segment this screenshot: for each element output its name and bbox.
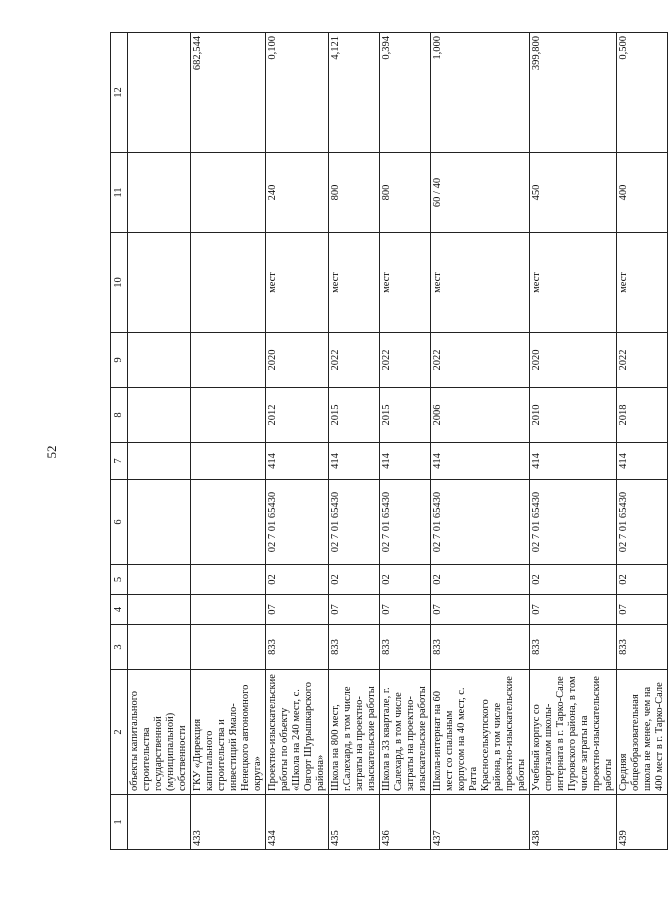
table-cell [191, 333, 266, 388]
table-cell: мест [431, 233, 530, 333]
table-cell: 02 [266, 565, 329, 595]
row-number: 435 [329, 795, 380, 850]
amount-cell: 0,500 [617, 33, 668, 153]
table-cell: 450 [530, 153, 617, 233]
table-cell: 07 [380, 595, 431, 625]
table-cell [128, 33, 191, 153]
column-header: 12 [111, 33, 128, 153]
table-cell: 2018 [617, 388, 668, 443]
table-cell: 02 [530, 565, 617, 595]
table-cell: 02 [380, 565, 431, 595]
row-number [128, 795, 191, 850]
table-cell: 414 [380, 443, 431, 480]
row-number: 438 [530, 795, 617, 850]
table-cell: 02 [431, 565, 530, 595]
table-cell [128, 480, 191, 565]
table-cell: мест [329, 233, 380, 333]
table-row [329, 33, 380, 850]
table-cell: 2022 [380, 333, 431, 388]
amount-cell: 399,800 [530, 33, 617, 153]
table-cell [128, 153, 191, 233]
amount-cell: 0,100 [266, 33, 329, 153]
table-row [617, 33, 668, 850]
table-row [191, 33, 266, 850]
table-cell: мест [617, 233, 668, 333]
table-cell: 414 [329, 443, 380, 480]
column-header: 9 [111, 333, 128, 388]
table-cell: 2022 [617, 333, 668, 388]
table-cell [191, 595, 266, 625]
table-cell [191, 153, 266, 233]
column-header: 4 [111, 595, 128, 625]
table-row [266, 33, 329, 850]
table-cell: 02 7 01 65430 [530, 480, 617, 565]
amount-cell: 4,121 [329, 33, 380, 153]
column-header: 1 [111, 795, 128, 850]
column-header: 3 [111, 625, 128, 670]
object-name: Проектно-изыскательские работы по объекту «Школа на 240 мест, с. Овгорт Шурышкарского района» [266, 670, 329, 795]
table-cell: 2015 [329, 388, 380, 443]
table-cell: 2020 [530, 333, 617, 388]
object-name: Школа-интернат на 60 мест со спальным корпусом на 40 мест, с. Ратта Красноселькупского района, в том числе проектно-изыскательские работы [431, 670, 530, 795]
table-cell: 2010 [530, 388, 617, 443]
table-row [530, 33, 617, 850]
table-cell: 240 [266, 153, 329, 233]
amount-cell: 682,544 [191, 33, 266, 153]
row-number: 433 [191, 795, 266, 850]
table-cell [128, 233, 191, 333]
table-cell: 414 [266, 443, 329, 480]
table-cell: 2022 [329, 333, 380, 388]
table-cell: 2006 [431, 388, 530, 443]
table-cell [128, 333, 191, 388]
table-cell [191, 233, 266, 333]
table-cell: 414 [431, 443, 530, 480]
column-number-row [111, 33, 128, 850]
table-cell: 833 [617, 625, 668, 670]
rotated-table-container [110, 33, 665, 850]
table-cell [191, 388, 266, 443]
table-cell [128, 565, 191, 595]
table-cell: 2012 [266, 388, 329, 443]
table-cell: 800 [329, 153, 380, 233]
table-cell: 414 [617, 443, 668, 480]
table-row [431, 33, 530, 850]
table-cell: 800 [380, 153, 431, 233]
column-header: 6 [111, 480, 128, 565]
page-number: 52 [44, 445, 59, 459]
table-cell: мест [530, 233, 617, 333]
table-cell: 2020 [266, 333, 329, 388]
object-name: Школа в 33 квартале, г. Салехард, в том числе затраты на проектно-изыскательские работы [380, 670, 431, 795]
column-header: 10 [111, 233, 128, 333]
object-name: Учебный корпус со спортзалом школы-интерната в г. Тарко-Сале Пуровского района, в том числе затраты на проектно-изыскательские работы [530, 670, 617, 795]
table-cell: 02 7 01 65430 [266, 480, 329, 565]
table-cell: 833 [329, 625, 380, 670]
table-cell: 2022 [431, 333, 530, 388]
table-row [380, 33, 431, 850]
table-cell: 07 [329, 595, 380, 625]
column-header: 2 [111, 670, 128, 795]
table-cell: 2015 [380, 388, 431, 443]
table-cell: 833 [380, 625, 431, 670]
table-cell [191, 625, 266, 670]
row-number: 434 [266, 795, 329, 850]
table-cell: 02 7 01 65430 [329, 480, 380, 565]
row-number: 436 [380, 795, 431, 850]
table-row [128, 33, 191, 850]
column-header: 8 [111, 388, 128, 443]
column-header: 11 [111, 153, 128, 233]
row-number: 439 [617, 795, 668, 850]
table-cell [191, 565, 266, 595]
column-header: 5 [111, 565, 128, 595]
object-name: Средняя общеобразовательная школа не менее, чем на 400 мест в г. Тарко-Сале [617, 670, 668, 795]
table-cell: 02 7 01 65430 [380, 480, 431, 565]
budget-table [110, 32, 668, 850]
table-cell: 833 [530, 625, 617, 670]
table-cell [128, 625, 191, 670]
table-cell: 07 [530, 595, 617, 625]
table-cell [191, 480, 266, 565]
table-cell: 400 [617, 153, 668, 233]
table-cell: 07 [617, 595, 668, 625]
table-cell: 02 [617, 565, 668, 595]
table-cell: 02 7 01 65430 [617, 480, 668, 565]
column-header: 7 [111, 443, 128, 480]
table-cell: 07 [431, 595, 530, 625]
amount-cell: 0,394 [380, 33, 431, 153]
table-cell: 60 / 40 [431, 153, 530, 233]
table-cell: 02 [329, 565, 380, 595]
table-cell [191, 443, 266, 480]
row-number: 437 [431, 795, 530, 850]
object-name: ГКУ «Дирекция капитального строительства и инвестиций Ямало-Ненецкого автономного округа» [191, 670, 266, 795]
table-cell: 02 7 01 65430 [431, 480, 530, 565]
table-cell: 07 [266, 595, 329, 625]
table-cell: 833 [266, 625, 329, 670]
amount-cell: 1,000 [431, 33, 530, 153]
table-cell: мест [380, 233, 431, 333]
table-cell: 414 [530, 443, 617, 480]
table-cell: мест [266, 233, 329, 333]
object-name: объекты капитального строительства государственной (муниципальной) собственности [128, 670, 191, 795]
object-name: Школа на 800 мест, г.Салехард, в том числе затраты на проектно-изыскательские работы [329, 670, 380, 795]
table-cell [128, 388, 191, 443]
table-cell [128, 443, 191, 480]
table-cell: 833 [431, 625, 530, 670]
table-cell [128, 595, 191, 625]
